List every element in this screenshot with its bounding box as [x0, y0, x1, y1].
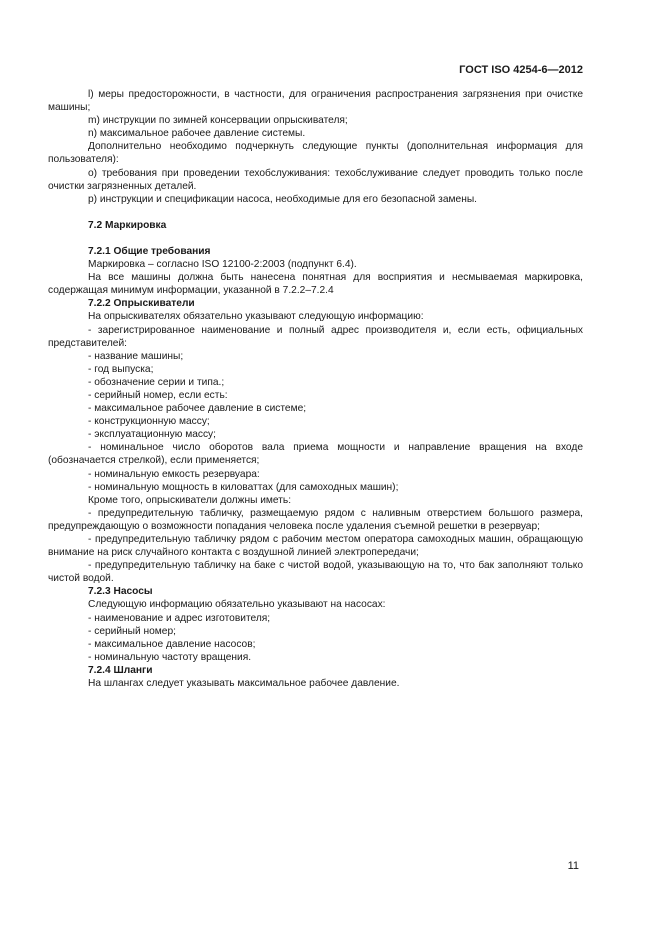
paragraph: - номинальное число оборотов вала приема мощности и направление вращения на входе (обозначается стрелкой), если применяется;: [48, 442, 583, 467]
paragraph: - название машины;: [88, 350, 184, 362]
paragraph: - предупредительную табличку на баке с чистой водой, указывающую на то, что бак заполняют только чистой водой.: [48, 560, 583, 585]
paragraph: На шлангах следует указывать максимальное рабочее давление.: [88, 678, 400, 690]
paragraph: Следующую информацию обязательно указывают на насосах:: [88, 599, 386, 611]
paragraph: - эксплуатационную массу;: [88, 429, 216, 441]
paragraph: Маркировка – согласно ISO 12100-2:2003 (подпункт 6.4).: [88, 259, 357, 271]
paragraph: - обозначение серии и типа.;: [88, 376, 225, 388]
paragraph: - конструкционную массу;: [88, 416, 210, 428]
section-heading: 7.2.1 Общие требования: [88, 245, 211, 257]
paragraph: - серийный номер, если есть:: [88, 389, 228, 401]
paragraph: l) меры предосторожности, в частности, для ограничения распространения загрязнения при очистке машины;: [48, 89, 583, 114]
paragraph: - номинальную частоту вращения.: [88, 651, 252, 663]
paragraph: Дополнительно необходимо подчеркнуть следующие пункты (дополнительная информация для пользователя):: [48, 141, 583, 166]
document-header: ГОСТ ISO 4254-6—2012: [459, 64, 583, 76]
paragraph: На все машины должна быть нанесена понятная для восприятия и несмываемая маркировка, содержащая минимум информации, указанной в 7.2.2–7.2.4: [48, 272, 583, 297]
paragraph: - максимальное давление насосов;: [88, 638, 256, 650]
paragraph: p) инструкции и спецификации насоса, необходимые для его безопасной замены.: [88, 193, 477, 205]
paragraph: Кроме того, опрыскиватели должны иметь:: [88, 494, 292, 506]
section-heading: 7.2.3 Насосы: [88, 586, 153, 598]
paragraph: - максимальное рабочее давление в системе;: [88, 403, 307, 415]
paragraph: - номинальную емкость резервуара:: [88, 468, 260, 480]
section-heading: 7.2.2 Опрыскиватели: [88, 298, 195, 310]
page-number: 11: [567, 860, 579, 872]
paragraph: - наименование и адрес изготовителя;: [88, 612, 271, 624]
paragraph: На опрыскивателях обязательно указывают следующую информацию:: [88, 311, 424, 323]
paragraph: - серийный номер;: [88, 625, 176, 637]
paragraph: m) инструкции по зимней консервации опрыскивателя;: [88, 115, 348, 127]
section-spacer: [48, 206, 583, 219]
section-spacer: [48, 232, 583, 245]
section-heading: 7.2 Маркировка: [88, 219, 167, 231]
paragraph: - предупредительную табличку рядом с рабочим местом оператора самоходных машин, обращающую внимание на риск случайного контакта с воздушной линией электропередачи;: [48, 534, 583, 559]
paragraph: - номинальную мощность в киловаттах (для самоходных машин);: [88, 481, 399, 493]
paragraph: n) максимальное рабочее давление системы.: [88, 128, 306, 140]
paragraph: - год выпуска;: [88, 363, 154, 375]
paragraph: - предупредительную табличку, размещаемую рядом с наливным отверстием большого размера, предупреждающую о возможности попадания человека после удаления съемной решетки в резервуар;: [48, 507, 583, 532]
document-body: [48, 88, 583, 690]
paragraph: - зарегистрированное наименование и полный адрес производителя и, если есть, официальных представителей:: [48, 324, 583, 349]
paragraph: о) требования при проведении техобслуживания: техобслуживание следует проводить только после очистки загрязненных деталей.: [48, 167, 583, 192]
section-heading: 7.2.4 Шланги: [88, 664, 153, 676]
